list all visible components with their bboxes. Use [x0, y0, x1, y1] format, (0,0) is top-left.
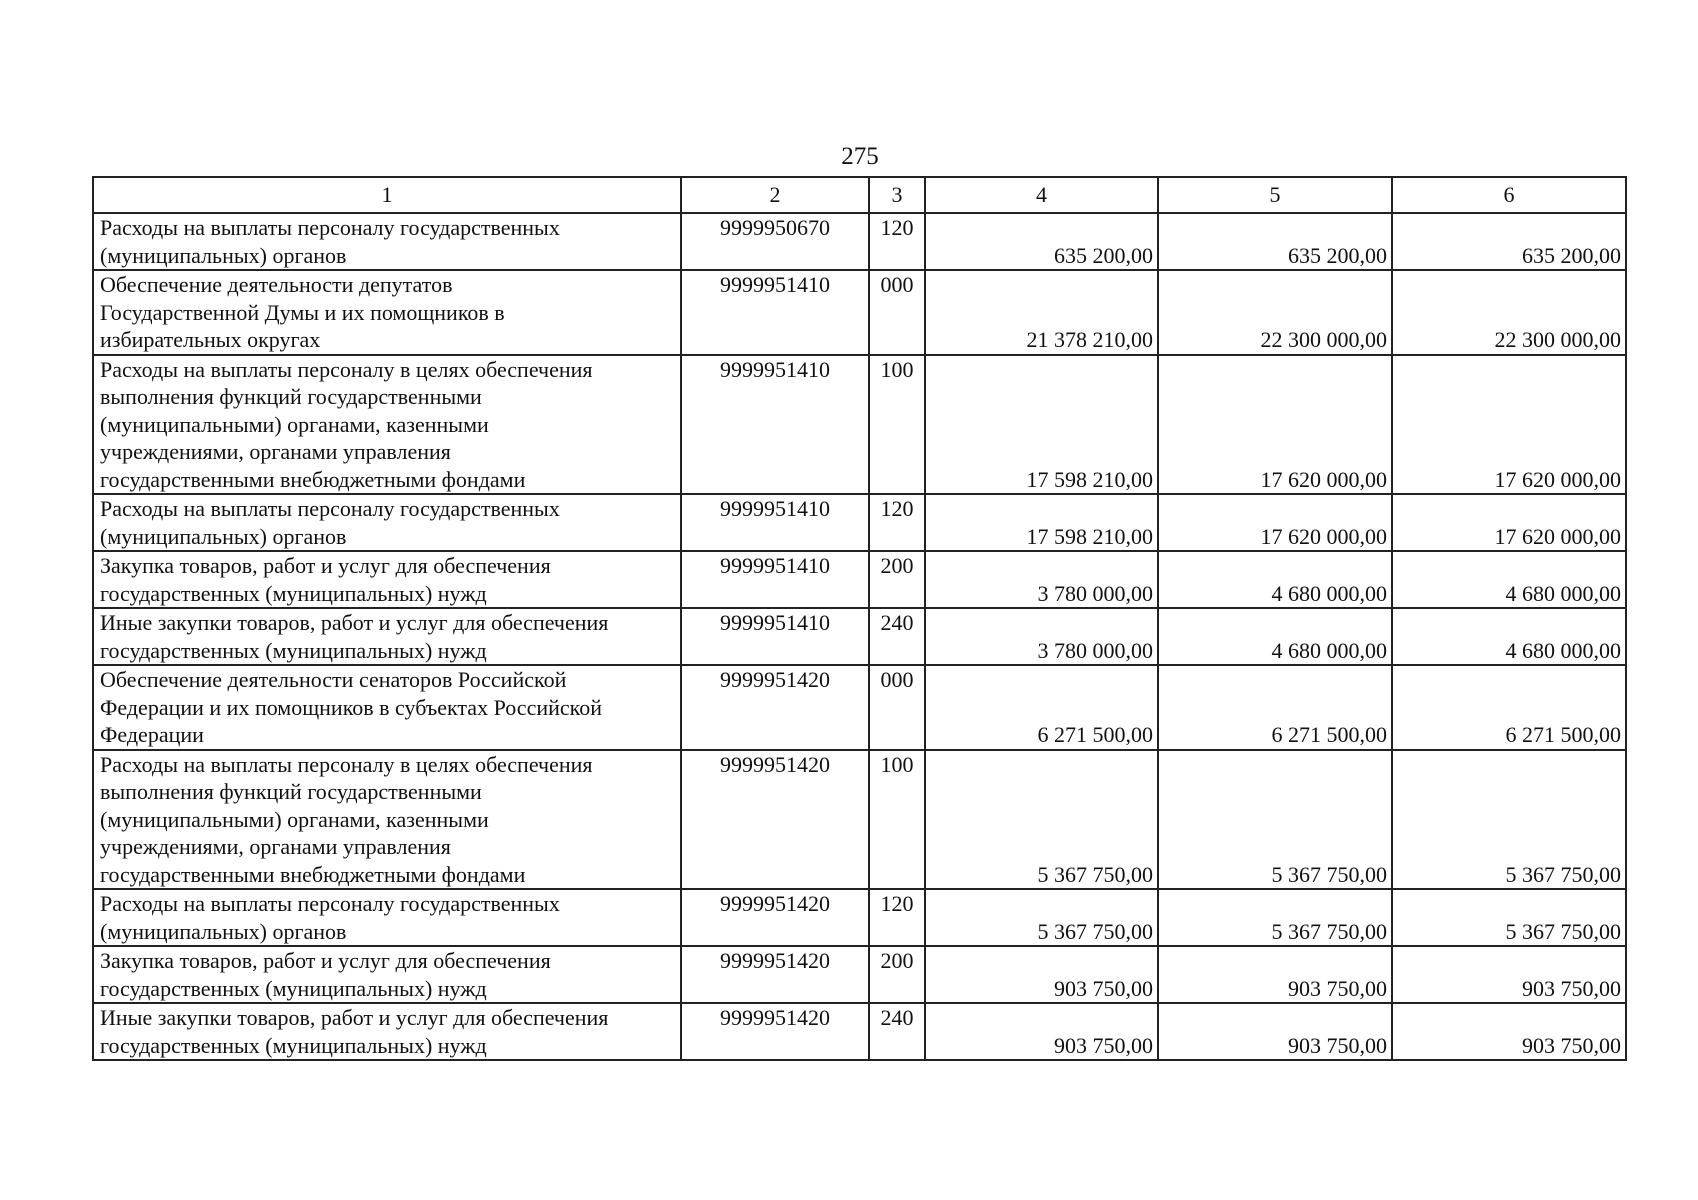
table-row	[93, 551, 1626, 608]
table-row	[93, 946, 1626, 1003]
amount-cell: 21 378 210,00	[925, 270, 1158, 355]
target-code-cell: 9999951410	[681, 608, 869, 665]
expense-name-cell	[93, 1003, 681, 1060]
expense-name-line: избирательных округах	[100, 327, 321, 352]
amount-cell: 903 750,00	[1158, 946, 1392, 1003]
expense-type-cell: 200	[869, 551, 925, 608]
expense-type-cell: 000	[869, 665, 925, 750]
expense-name-line: государственных (муниципальных) нужд	[100, 975, 487, 1001]
budget-table-body	[93, 177, 1626, 1060]
amount-cell: 635 200,00	[1158, 213, 1392, 270]
expense-name-cell	[93, 946, 681, 1003]
table-row	[93, 270, 1626, 355]
expense-name-line: Расходы на выплаты персоналу государственных	[100, 891, 560, 916]
target-code-cell: 9999951410	[681, 494, 869, 551]
amount-cell: 17 620 000,00	[1158, 355, 1392, 495]
expense-name-line: Обеспечение деятельности сенаторов Российской	[100, 667, 567, 692]
amount-cell: 4 680 000,00	[1158, 608, 1392, 665]
amount-cell: 4 680 000,00	[1392, 551, 1626, 608]
expense-name-line: государственных (муниципальных) нужд	[100, 580, 487, 606]
target-code-cell: 9999951420	[681, 889, 869, 946]
header-cell: 5	[1158, 177, 1392, 213]
expense-name-line: государственных (муниципальных) нужд	[100, 1032, 487, 1058]
expense-type-cell: 100	[869, 750, 925, 890]
amount-cell: 6 271 500,00	[1158, 665, 1392, 750]
expense-name-line: государственных (муниципальных) нужд	[100, 637, 487, 663]
header-cell: 4	[925, 177, 1158, 213]
amount-cell: 17 598 210,00	[925, 494, 1158, 551]
expense-name-line: выполнения функций государственными	[100, 779, 482, 804]
amount-cell: 3 780 000,00	[925, 551, 1158, 608]
expense-name-line: Федерации	[100, 722, 204, 747]
expense-type-cell: 200	[869, 946, 925, 1003]
amount-cell: 6 271 500,00	[1392, 665, 1626, 750]
amount-cell: 17 620 000,00	[1158, 494, 1392, 551]
expense-name-cell	[93, 270, 681, 355]
expense-name-cell	[93, 551, 681, 608]
header-cell: 1	[93, 177, 681, 213]
amount-cell: 5 367 750,00	[1392, 750, 1626, 890]
amount-cell: 4 680 000,00	[1392, 608, 1626, 665]
target-code-cell: 9999950670	[681, 213, 869, 270]
expense-name-cell	[93, 889, 681, 946]
amount-cell: 5 367 750,00	[925, 889, 1158, 946]
expense-name-cell	[93, 608, 681, 665]
amount-cell: 5 367 750,00	[1158, 750, 1392, 890]
header-row	[93, 177, 1626, 213]
expense-name-line: Иные закупки товаров, работ и услуг для обеспечения	[100, 1005, 609, 1030]
expense-type-cell: 100	[869, 355, 925, 495]
target-code-cell: 9999951410	[681, 270, 869, 355]
expense-type-cell: 120	[869, 494, 925, 551]
expense-name-line: учреждениями, органами управления	[100, 439, 451, 464]
table-row	[93, 355, 1626, 495]
amount-cell: 22 300 000,00	[1392, 270, 1626, 355]
amount-cell: 903 750,00	[1158, 1003, 1392, 1060]
target-code-cell: 9999951410	[681, 355, 869, 495]
amount-cell: 903 750,00	[1392, 1003, 1626, 1060]
expense-name-line: Расходы на выплаты персоналу государственных	[100, 496, 560, 521]
target-code-cell: 9999951420	[681, 1003, 869, 1060]
expense-name-line: Обеспечение деятельности депутатов	[100, 272, 453, 297]
table-row	[93, 213, 1626, 270]
expense-type-cell: 120	[869, 889, 925, 946]
amount-cell: 903 750,00	[925, 1003, 1158, 1060]
amount-cell: 5 367 750,00	[1392, 889, 1626, 946]
expense-name-line: Расходы на выплаты персоналу в целях обеспечения	[100, 356, 593, 382]
expense-name-cell	[93, 355, 681, 495]
amount-cell: 17 598 210,00	[925, 355, 1158, 495]
expense-name-cell	[93, 213, 681, 270]
amount-cell: 5 367 750,00	[1158, 889, 1392, 946]
expense-name-line: Федерации и их помощников в субъектах Российской	[100, 694, 602, 720]
expense-name-cell	[93, 665, 681, 750]
amount-cell: 17 620 000,00	[1392, 494, 1626, 551]
expense-name-line: выполнения функций государственными	[100, 384, 482, 409]
expense-type-cell: 240	[869, 608, 925, 665]
expense-name-line: (муниципальных) органов	[100, 918, 347, 944]
target-code-cell: 9999951420	[681, 946, 869, 1003]
expense-name-line: Расходы на выплаты персоналу в целях обеспечения	[100, 751, 593, 777]
amount-cell: 903 750,00	[1392, 946, 1626, 1003]
amount-cell: 3 780 000,00	[925, 608, 1158, 665]
target-code-cell: 9999951420	[681, 665, 869, 750]
table-row	[93, 889, 1626, 946]
page-number: 275	[841, 143, 879, 170]
expense-name-line: государственными внебюджетными фондами	[100, 861, 526, 887]
amount-cell: 5 367 750,00	[925, 750, 1158, 890]
expense-name-line: Закупка товаров, работ и услуг для обеспечения	[100, 948, 551, 973]
amount-cell: 17 620 000,00	[1392, 355, 1626, 495]
expense-name-line: (муниципальных) органов	[100, 242, 347, 268]
expense-name-cell	[93, 494, 681, 551]
expense-name-line: Иные закупки товаров, работ и услуг для обеспечения	[100, 610, 609, 635]
table-row	[93, 1003, 1626, 1060]
header-cell: 3	[869, 177, 925, 213]
expense-name-line: (муниципальными) органами, казенными	[100, 806, 489, 832]
amount-cell: 22 300 000,00	[1158, 270, 1392, 355]
amount-cell: 635 200,00	[925, 213, 1158, 270]
target-code-cell: 9999951410	[681, 551, 869, 608]
table-row	[93, 750, 1626, 890]
amount-cell: 903 750,00	[925, 946, 1158, 1003]
expense-name-line: государственными внебюджетными фондами	[100, 466, 526, 492]
budget-table	[92, 176, 1627, 1061]
amount-cell: 635 200,00	[1392, 213, 1626, 270]
header-cell: 2	[681, 177, 869, 213]
table-row	[93, 608, 1626, 665]
table-row	[93, 665, 1626, 750]
expense-name-line: учреждениями, органами управления	[100, 834, 451, 859]
expense-type-cell: 120	[869, 213, 925, 270]
expense-name-line: Государственной Думы и их помощников в	[100, 299, 505, 325]
expense-name-cell	[93, 750, 681, 890]
amount-cell: 4 680 000,00	[1158, 551, 1392, 608]
table-row	[93, 494, 1626, 551]
expense-type-cell: 240	[869, 1003, 925, 1060]
expense-type-cell: 000	[869, 270, 925, 355]
header-cell: 6	[1392, 177, 1626, 213]
expense-name-line: (муниципальными) органами, казенными	[100, 411, 489, 437]
expense-name-line: (муниципальных) органов	[100, 523, 347, 549]
target-code-cell: 9999951420	[681, 750, 869, 890]
expense-name-line: Расходы на выплаты персоналу государственных	[100, 215, 560, 240]
amount-cell: 6 271 500,00	[925, 665, 1158, 750]
expense-name-line: Закупка товаров, работ и услуг для обеспечения	[100, 553, 551, 578]
